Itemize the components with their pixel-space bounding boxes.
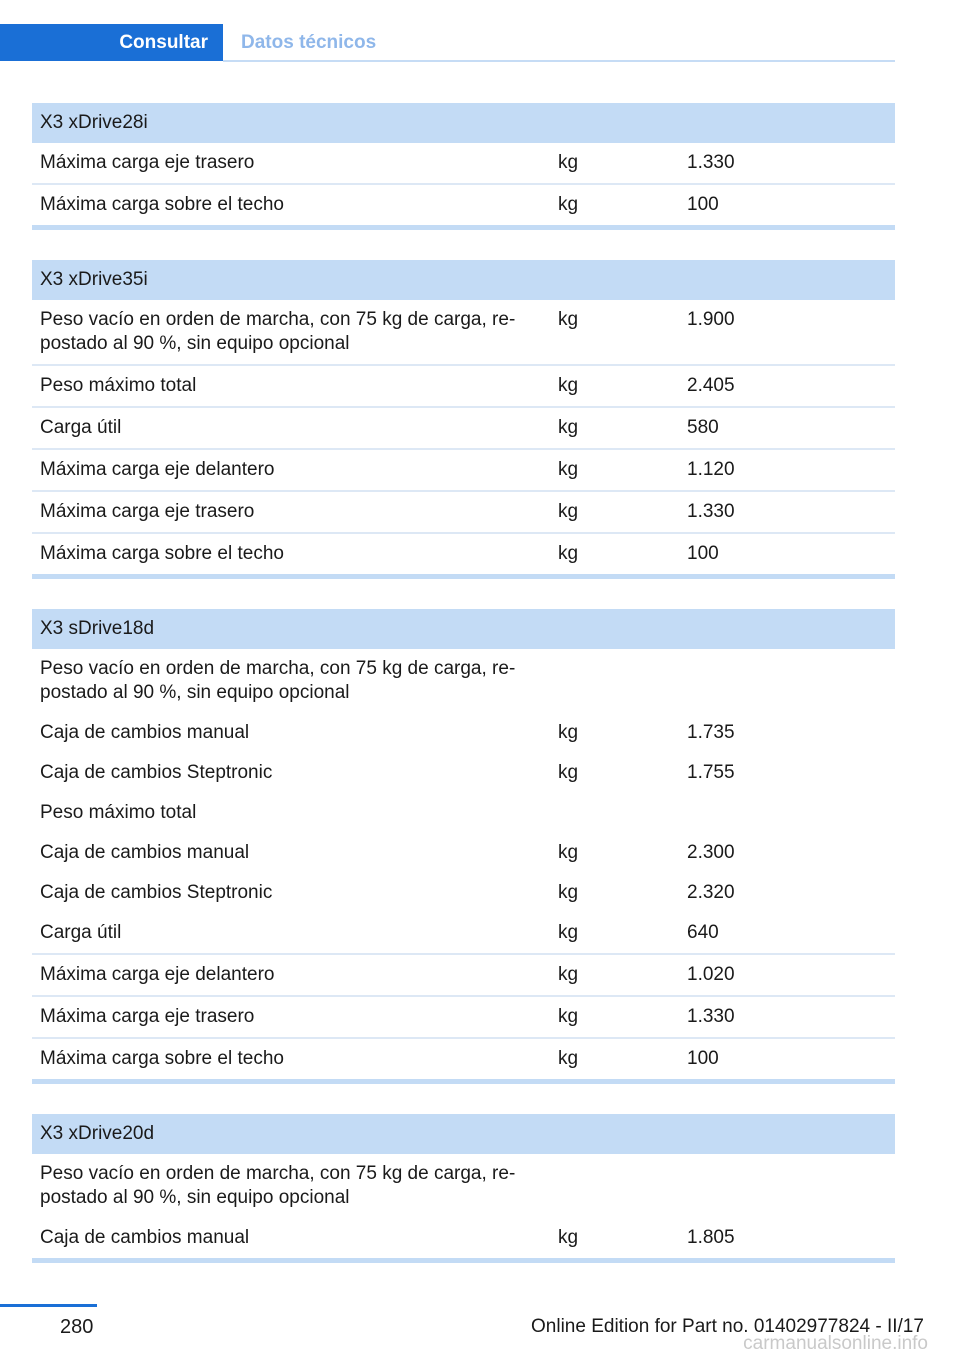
row-label: Máxima carga sobre el techo [40, 1048, 284, 1069]
table-row [32, 1154, 895, 1218]
row-value: 1.020 [687, 964, 735, 985]
spec-table [32, 103, 895, 230]
table-row [32, 713, 895, 753]
row-unit: kg [558, 309, 579, 330]
footer-accent-line [0, 1304, 97, 1307]
table-row [32, 300, 895, 366]
row-label: Máxima carga eje trasero [40, 152, 255, 173]
table-row [32, 185, 895, 225]
row-unit: kg [558, 722, 579, 743]
table-end-rule [32, 225, 895, 230]
row-unit: kg [558, 1227, 579, 1248]
row-unit: kg [558, 152, 579, 173]
row-label: Peso vacío en orden de marcha, con 75 kg de carga, re‐ postado al 90 %, sin equipo opcional [40, 658, 516, 703]
row-label: Caja de cambios manual [40, 1227, 250, 1248]
tab-consultar[interactable]: Consultar [0, 24, 223, 61]
row-label: Peso máximo total [40, 802, 197, 823]
row-label: Peso vacío en orden de marcha, con 75 kg de carga, re‐ postado al 90 %, sin equipo opcional [40, 1163, 516, 1208]
row-label: Máxima carga eje delantero [40, 964, 275, 985]
row-value: 1.755 [687, 762, 735, 783]
row-value: 1.735 [687, 722, 735, 743]
spec-table [32, 260, 895, 579]
table-row [32, 873, 895, 913]
row-unit [558, 1162, 687, 1210]
spec-tables [32, 103, 895, 1293]
table-row [32, 793, 895, 833]
row-value: 2.300 [687, 842, 735, 863]
row-unit: kg [558, 922, 579, 943]
table-row [32, 913, 895, 955]
row-label: Máxima carga eje trasero [40, 1006, 255, 1027]
row-label: Caja de cambios Steptronic [40, 762, 273, 783]
spec-table [32, 609, 895, 1084]
row-value [687, 801, 895, 825]
table-row [32, 753, 895, 793]
row-value [687, 657, 895, 705]
row-unit: kg [558, 194, 579, 215]
row-unit: kg [558, 1048, 579, 1069]
row-value: 1.120 [687, 459, 735, 480]
row-value: 2.320 [687, 882, 735, 903]
row-label: Caja de cambios manual [40, 722, 250, 743]
row-unit: kg [558, 882, 579, 903]
table-row [32, 366, 895, 408]
row-unit: kg [558, 543, 579, 564]
row-label: Carga útil [40, 922, 122, 943]
table-row [32, 450, 895, 492]
row-value: 640 [687, 922, 719, 943]
row-value: 1.330 [687, 152, 735, 173]
row-label: Peso máximo total [40, 375, 197, 396]
row-label: Máxima carga sobre el techo [40, 194, 284, 215]
row-value: 2.405 [687, 375, 735, 396]
table-row [32, 1039, 895, 1079]
row-unit: kg [558, 964, 579, 985]
row-value: 1.330 [687, 501, 735, 522]
tab-datos-tecnicos[interactable]: Datos técnicos [241, 31, 377, 53]
table-row [32, 833, 895, 873]
table-row [32, 534, 895, 574]
row-label: Máxima carga eje delantero [40, 459, 275, 480]
table-row [32, 955, 895, 997]
row-value: 1.900 [687, 309, 735, 330]
table-row [32, 997, 895, 1039]
row-label: Peso vacío en orden de marcha, con 75 kg de carga, re‐ postado al 90 %, sin equipo opcional [40, 309, 516, 354]
row-value [687, 1162, 895, 1210]
row-label: Máxima carga eje trasero [40, 501, 255, 522]
table-row [32, 408, 895, 450]
row-unit: kg [558, 417, 579, 438]
row-value: 100 [687, 1048, 719, 1069]
row-unit: kg [558, 1006, 579, 1027]
row-value: 1.330 [687, 1006, 735, 1027]
row-value: 100 [687, 194, 719, 215]
row-unit: kg [558, 459, 579, 480]
row-unit: kg [558, 762, 579, 783]
table-row [32, 492, 895, 534]
page-header [0, 24, 895, 62]
table-row [32, 649, 895, 713]
table-title: X3 xDrive20d [32, 1114, 895, 1154]
header-rule [223, 60, 895, 62]
row-value: 580 [687, 417, 719, 438]
table-end-rule [32, 1079, 895, 1084]
row-label: Máxima carga sobre el techo [40, 543, 284, 564]
table-title: X3 sDrive18d [32, 609, 895, 649]
table-end-rule [32, 574, 895, 579]
row-value: 1.805 [687, 1227, 735, 1248]
page-number: 280 [60, 1316, 94, 1338]
row-unit [558, 657, 687, 705]
row-value: 100 [687, 543, 719, 564]
spec-table [32, 1114, 895, 1263]
edition-note: Online Edition for Part no. 01402977824 - II/17 [531, 1316, 924, 1337]
table-row [32, 143, 895, 185]
table-title: X3 xDrive28i [32, 103, 895, 143]
row-label: Caja de cambios manual [40, 842, 250, 863]
table-row [32, 1218, 895, 1258]
row-label: Caja de cambios Steptronic [40, 882, 273, 903]
row-unit: kg [558, 842, 579, 863]
row-unit: kg [558, 375, 579, 396]
row-label: Carga útil [40, 417, 122, 438]
watermark: carmanualsonline.info [743, 1333, 928, 1354]
row-unit [558, 801, 687, 825]
table-end-rule [32, 1258, 895, 1263]
row-unit: kg [558, 501, 579, 522]
table-title: X3 xDrive35i [32, 260, 895, 300]
